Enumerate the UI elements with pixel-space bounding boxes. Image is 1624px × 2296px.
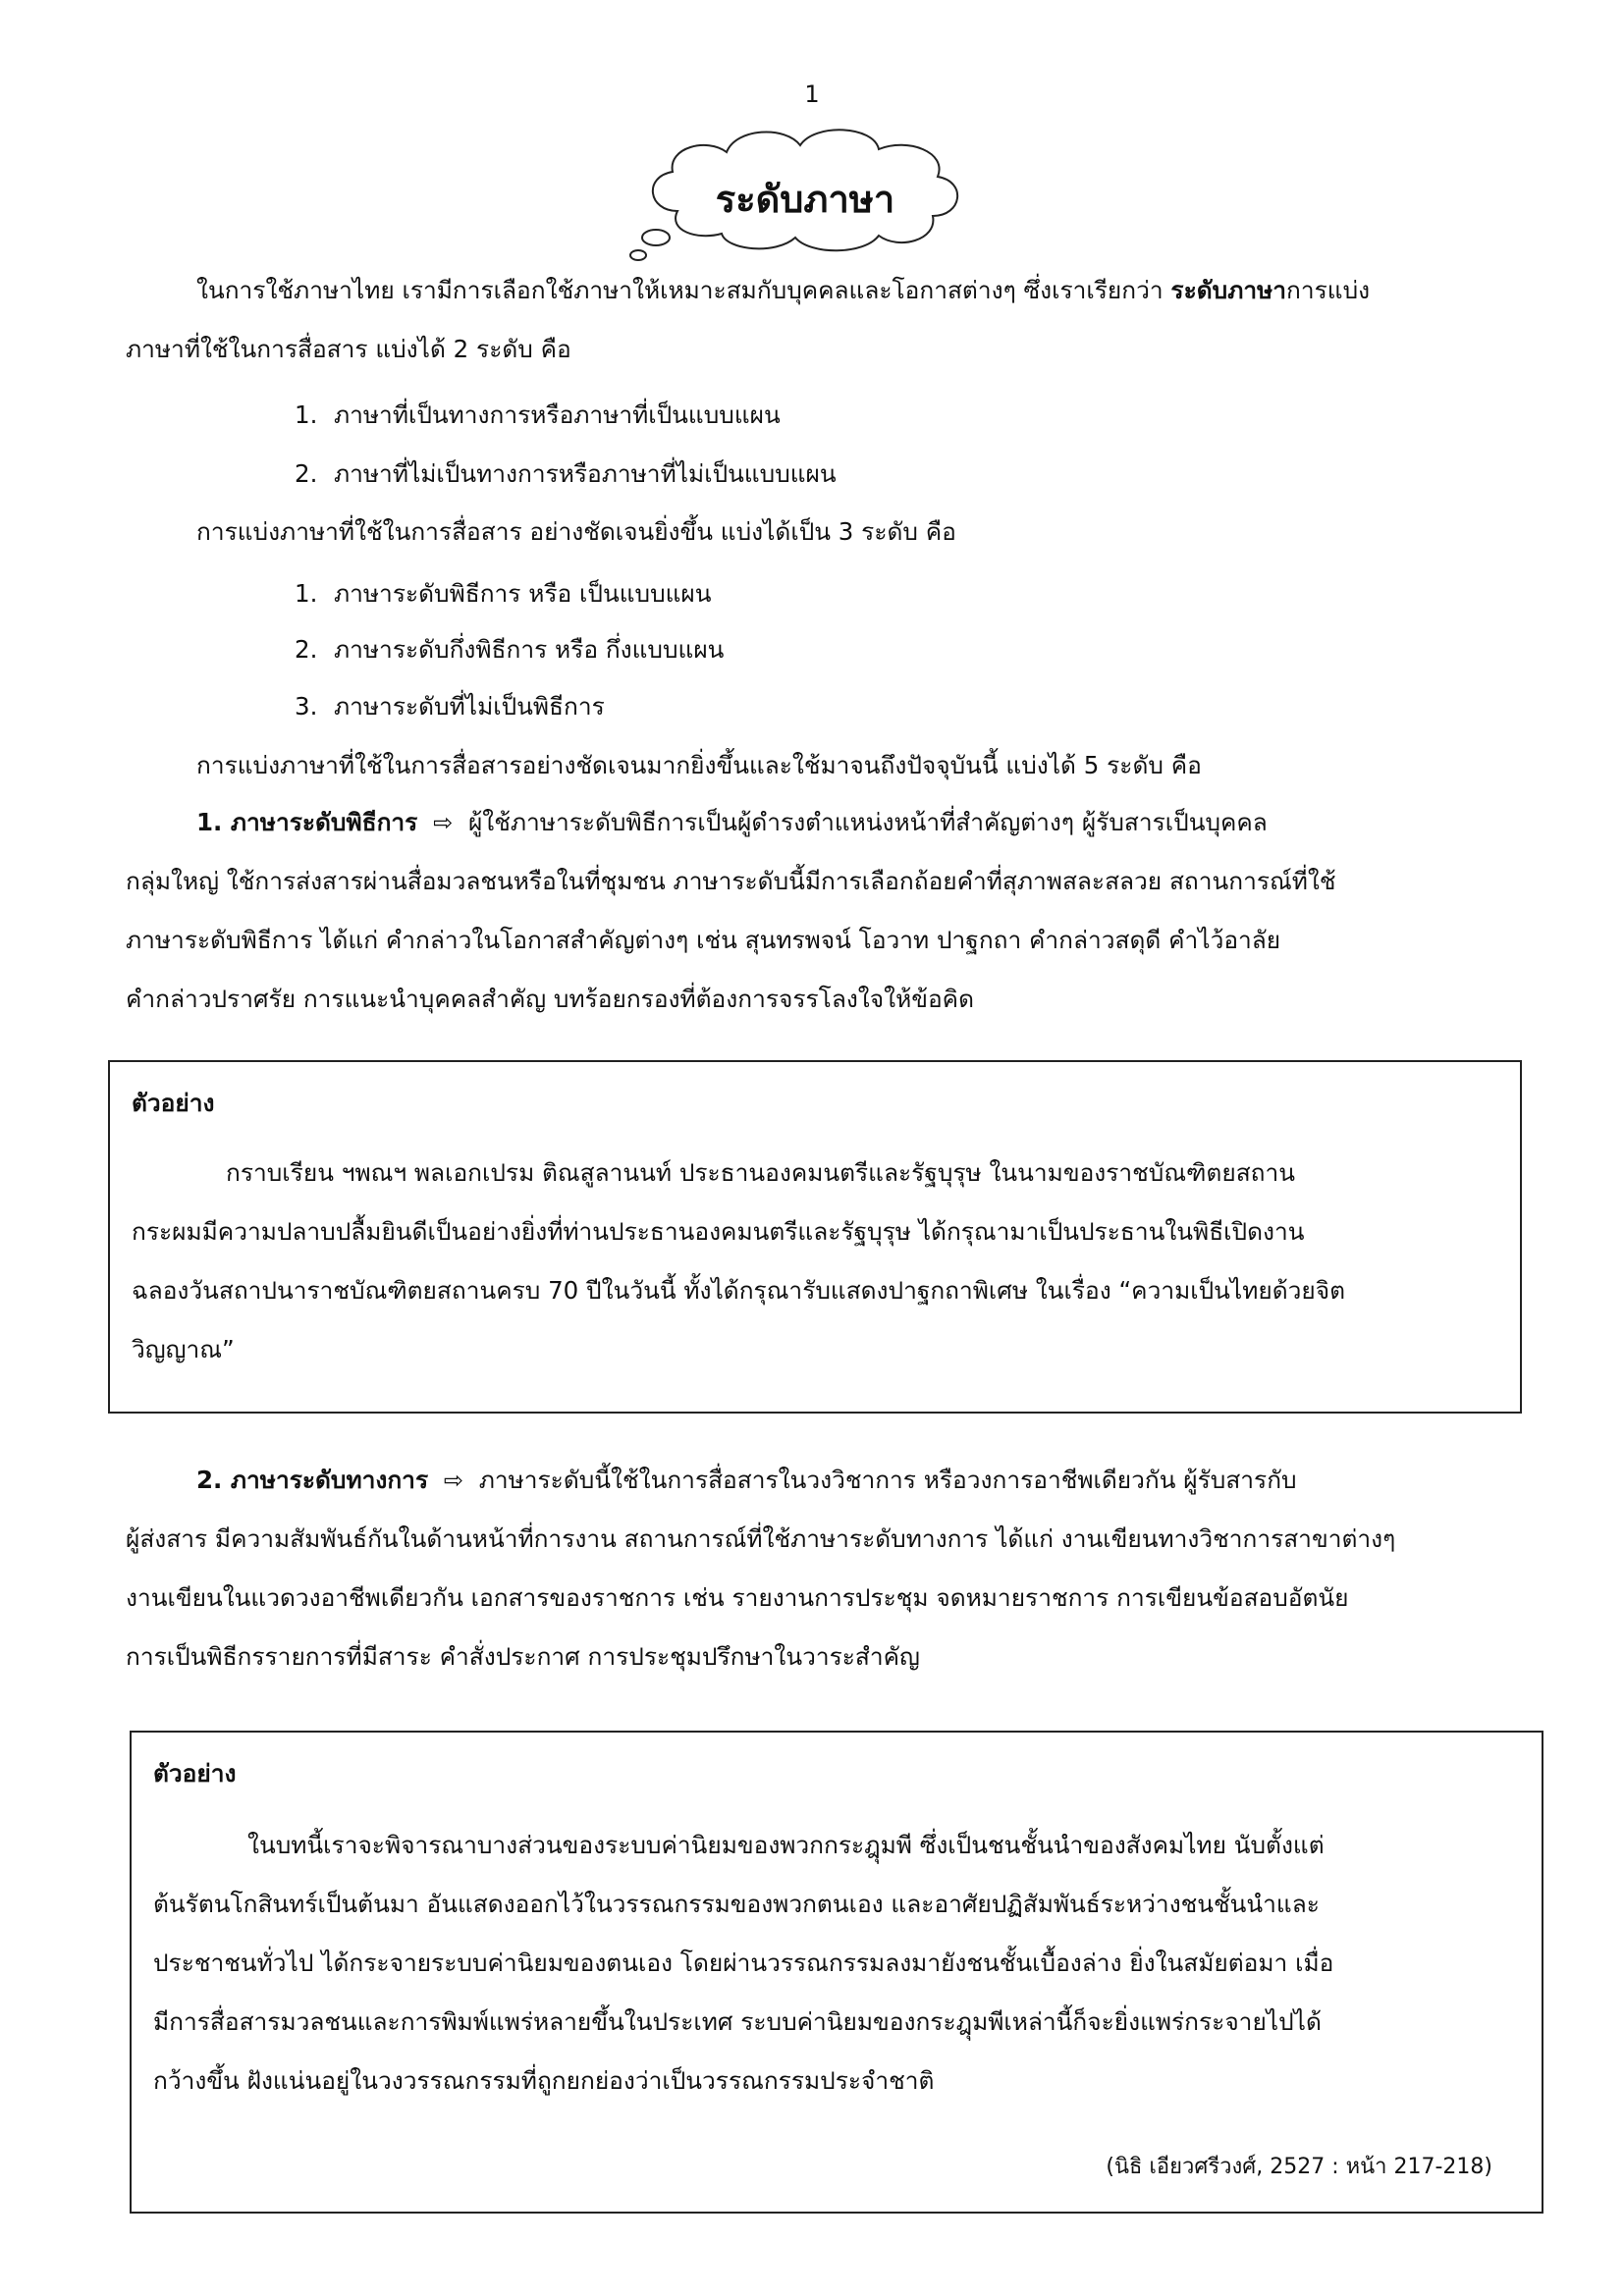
arrow-right-icon: ⇨ xyxy=(443,1467,463,1494)
citation: (นิธิ เอียวศรีวงศ์, 2527 : หน้า 217-218) xyxy=(1106,2155,1492,2179)
intro-keyword: ระดับภาษา xyxy=(1170,276,1287,304)
five-levels-intro: การแบ่งภาษาที่ใช้ในการสื่อสารอย่างชัดเจนมากยิ่งขึ้นและใช้มาจนถึงปัจจุบันนี้ แบ่งได้ 5 ระดับ คือ xyxy=(196,751,1202,779)
section-1-heading: 1. ภาษาระดับพิธีการ xyxy=(196,808,418,836)
arrow-right-icon: ⇨ xyxy=(433,809,454,836)
section-2: 2. ภาษาระดับทางการ ⇨ ภาษาระดับนี้ใช้ในการสื่อสารในวงวิชาการ หรือวงการอาชีพเดียวกัน ผู้รับสารกับ ผู้ส่งสาร มีความสัมพันธ์กันในด้านหน้าที่การงาน สถานการณ์ที่ใช้ภาษาระดับทางการ ได้แก่ งานเขียนทางวิชาการสาขาต่างๆ งานเขียนในแวดวงอาชีพเดียวกัน เอกสารของราชการ เช่น รายงานการประชุม จดหมายราชการ การเขียนข้อสอบอัตนัย การเป็นพิธีกรรายการที่มีสาระ คำสั่งประกาศ การประชุมปรึกษาในวาระสำคัญ xyxy=(126,1451,1395,1686)
intro-text-end: การแบ่ง xyxy=(1286,276,1371,304)
example-title: ตัวอย่าง xyxy=(132,1089,215,1117)
list-item: 3. ภาษาระดับที่ไม่เป็นพิธีการ xyxy=(295,692,605,721)
section-2-heading: 2. ภาษาระดับทางการ xyxy=(196,1466,429,1494)
example-title: ตัวอย่าง xyxy=(153,1759,237,1788)
intro-text: ในการใช้ภาษาไทย เรามีการเลือกใช้ภาษาให้เหมาะสมกับบุคคลและโอกาสต่างๆ ซึ่งเราเรียกว่า xyxy=(196,276,1171,304)
intro-line-2: ภาษาที่ใช้ในการสื่อสาร แบ่งได้ 2 ระดับ คือ xyxy=(126,335,571,363)
list-item: 1. ภาษาที่เป็นทางการหรือภาษาที่เป็นแบบแผน xyxy=(295,400,781,429)
example-body: กราบเรียน ฯพณฯ พลเอกเปรม ติณสูลานนท์ ประธานองคมนตรีและรัฐบุรุษ ในนามของราชบัณฑิตยสถาน กระผมมีความปลาบปลื้มยินดีเป็นอย่างยิ่งที่ท่านประธานองคมนตรีและรัฐบุรุษ ได้กรุณามาเป็นประธานในพิธีเปิดงาน ฉลองวันสถาปนาราชบัณฑิตยสถานครบ 70 ปีในวันนี้ ทั้งได้กรุณารับแสดงปาฐกถาพิเศษ ในเรื่อง “ความเป็นไทยด้วยจิต วิญญาณ” xyxy=(132,1158,1346,1363)
page-title: ระดับภาษา xyxy=(715,178,895,221)
list-item: 2. ภาษาที่ไม่เป็นทางการหรือภาษาที่ไม่เป็นแบบแผน xyxy=(295,459,837,488)
example-box-2 xyxy=(130,1731,1543,2214)
page-number: 1 xyxy=(804,80,820,108)
three-levels-intro: การแบ่งภาษาที่ใช้ในการสื่อสาร อย่างชัดเจนยิ่งขึ้น แบ่งได้เป็น 3 ระดับ คือ xyxy=(196,517,956,546)
example-body: ในบทนี้เราจะพิจารณาบางส่วนของระบบค่านิยมของพวกกระฎุมพี ซึ่งเป็นชนชั้นนำของสังคมไทย นับตั้งแต่ ต้นรัตนโกสินทร์เป็นต้นมา อันแสดงออกไว้ในวรรณกรรมของพวกตนเอง และอาศัยปฏิสัมพันธ์ระหว่างชนชั้นนำและ ประชาชนทั่วไป ได้กระจายระบบค่านิยมของตนเอง โดยผ่านวรรณกรรมลงมายังชนชั้นเบื้องล่าง ยิ่งในสมัยต่อมา เมื่อ มีการสื่อสารมวลชนและการพิมพ์แพร่หลายขึ้นในประเทศ ระบบค่านิยมของกระฎุมพีเหล่านี้ก็จะยิ่งแพร่กระจายไปได้ กว้างขึ้น ฝังแน่นอยู่ในวงวรรณกรรมที่ถูกยกย่องว่าเป็นวรรณกรรมประจำชาติ xyxy=(153,1831,1334,2095)
title-cloud xyxy=(619,118,992,265)
intro-paragraph xyxy=(126,261,1370,379)
example-box-1 xyxy=(108,1060,1522,1414)
list-item: 2. ภาษาระดับกึ่งพิธีการ หรือ กึ่งแบบแผน xyxy=(295,635,725,664)
list-item: 1. ภาษาระดับพิธีการ หรือ เป็นแบบแผน xyxy=(295,579,712,608)
section-1: 1. ภาษาระดับพิธีการ ⇨ ผู้ใช้ภาษาระดับพิธีการเป็นผู้ดำรงตำแหน่งหน้าที่สำคัญต่างๆ ผู้รับสารเป็นบุคคล กลุ่มใหญ่ ใช้การส่งสารผ่านสื่อมวลชนหรือในที่ชุมชน ภาษาระดับนี้มีการเลือกถ้อยคำที่สุภาพสละสลวย สถานการณ์ที่ใช้ ภาษาระดับพิธีการ ได้แก่ คำกล่าวในโอกาสสำคัญต่างๆ เช่น สุนทรพจน์ โอวาท ปาฐกถา คำกล่าวสดุดี คำไว้อาลัย คำกล่าวปราศรัย การแนะนำบุคคลสำคัญ บทร้อยกรองที่ต้องการจรรโลงใจให้ข้อคิด xyxy=(126,793,1335,1029)
